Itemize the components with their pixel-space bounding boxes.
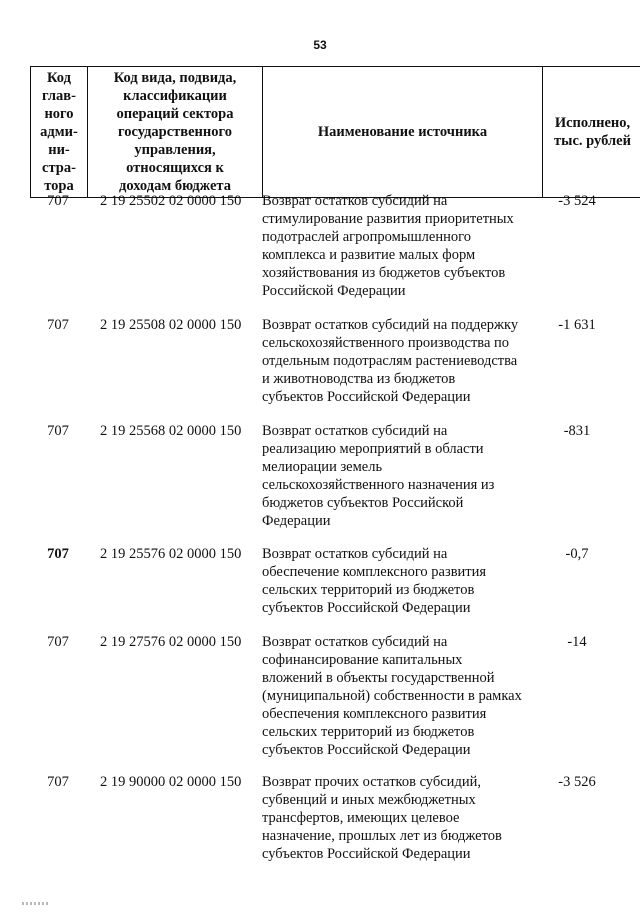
- admin-code-cell: 707: [47, 634, 69, 650]
- source-name-line: Возврат остатков субсидий на поддержку: [262, 317, 519, 333]
- header-line: Код вида, подвида,: [113, 70, 237, 86]
- source-name-line: хозяйствования из бюджетов субъектов: [262, 265, 506, 281]
- admin-code-cell: 707: [47, 193, 69, 209]
- source-name-line: субвенций и иных межбюджетных: [262, 792, 476, 808]
- header-line: доходам бюджета: [119, 178, 231, 194]
- executed-value-cell: -831: [563, 423, 591, 439]
- admin-code-cell: 707: [47, 423, 69, 439]
- source-name-line: бюджетов субъектов Российской: [262, 495, 464, 511]
- header-line: управления,: [134, 142, 216, 158]
- classification-code-cell: 2 19 90000 02 0000 150: [100, 774, 242, 790]
- source-name-line: софинансирование капитальных: [262, 652, 463, 668]
- source-name-line: мелиорации земель: [262, 459, 383, 475]
- page-number: 53: [313, 38, 327, 52]
- header-line: глав-: [42, 88, 76, 104]
- table-header: [30, 66, 640, 198]
- source-name-line: субъектов Российской Федерации: [262, 846, 471, 862]
- header-line: классификации: [123, 88, 227, 104]
- header-executed: [543, 67, 640, 198]
- source-name-line: Возврат прочих остатков субсидий,: [262, 774, 481, 790]
- source-name-cell: [262, 545, 534, 617]
- header-source-name: Наименование источника: [263, 67, 543, 198]
- executed-value-cell: -14: [567, 634, 587, 650]
- header-admin-code: [31, 67, 88, 198]
- source-name-line: сельских территорий из бюджетов: [262, 724, 475, 740]
- classification-code-cell: 2 19 25508 02 0000 150: [100, 317, 242, 333]
- executed-value-cell: -0,7: [565, 546, 589, 562]
- source-name-line: обеспечение комплексного развития: [262, 564, 487, 580]
- source-name-line: Федерации: [262, 513, 331, 529]
- source-name-line: Российской Федерации: [262, 283, 406, 299]
- source-name-line: Возврат остатков субсидий на: [262, 634, 448, 650]
- header-line: адми-: [40, 124, 78, 140]
- source-name-cell: [262, 422, 534, 530]
- header-line: государственного: [118, 124, 232, 140]
- executed-value-cell: -1 631: [558, 317, 596, 333]
- source-name-line: подотраслей агропромышленного: [262, 229, 471, 245]
- source-name-line: (муниципальной) собственности в рамках: [262, 688, 522, 704]
- source-name-line: отдельным подотраслям растениеводства: [262, 353, 518, 369]
- source-name-line: Возврат остатков субсидий на: [262, 423, 448, 439]
- source-name-line: комплекса и развитие малых форм: [262, 247, 476, 263]
- source-name-line: сельских территорий из бюджетов: [262, 582, 475, 598]
- header-classification-code: [88, 67, 263, 198]
- header-line: операций сектора: [116, 106, 234, 122]
- source-name-cell: [262, 773, 534, 863]
- source-name-line: обеспечения комплексного развития: [262, 706, 487, 722]
- admin-code-cell: 707: [47, 546, 69, 562]
- source-name-cell: [262, 316, 534, 406]
- executed-value-cell: -3 524: [558, 193, 596, 209]
- source-name-line: Возврат остатков субсидий на: [262, 193, 448, 209]
- source-name-line: субъектов Российской Федерации: [262, 389, 471, 405]
- header-line: относящихся к: [126, 160, 224, 176]
- header-line: ни-: [48, 142, 70, 158]
- source-name-line: стимулирование развития приоритетных: [262, 211, 514, 227]
- scan-artifact: [22, 902, 48, 905]
- source-name-line: трансфертов, имеющих целевое: [262, 810, 460, 826]
- source-name-line: назначение, прошлых лет из бюджетов: [262, 828, 502, 844]
- header-line: Код: [47, 70, 71, 86]
- header-line: ного: [44, 106, 74, 122]
- source-name-line: сельскохозяйственного производства по: [262, 335, 510, 351]
- classification-code-cell: 2 19 25502 02 0000 150: [100, 193, 242, 209]
- source-name-cell: [262, 192, 534, 300]
- header-line: стра-: [42, 160, 76, 176]
- source-name-line: вложений в объекты государственной: [262, 670, 495, 686]
- source-name-line: сельскохозяйственного назначения из: [262, 477, 495, 493]
- admin-code-cell: 707: [47, 317, 69, 333]
- classification-code-cell: 2 19 25576 02 0000 150: [100, 546, 242, 562]
- source-name-line: субъектов Российской Федерации: [262, 600, 471, 616]
- classification-code-cell: 2 19 25568 02 0000 150: [100, 423, 242, 439]
- header-line: Исполнено,: [554, 115, 631, 131]
- admin-code-cell: 707: [47, 774, 69, 790]
- source-name-line: реализацию мероприятий в области: [262, 441, 484, 457]
- source-name-line: субъектов Российской Федерации: [262, 742, 471, 758]
- source-name-cell: [262, 633, 534, 759]
- source-name-line: Возврат остатков субсидий на: [262, 546, 448, 562]
- source-name-line: и животноводства из бюджетов: [262, 371, 456, 387]
- classification-code-cell: 2 19 27576 02 0000 150: [100, 634, 242, 650]
- header-line: тыс. рублей: [554, 133, 631, 149]
- executed-value-cell: -3 526: [558, 774, 596, 790]
- header-line: тора: [44, 178, 74, 194]
